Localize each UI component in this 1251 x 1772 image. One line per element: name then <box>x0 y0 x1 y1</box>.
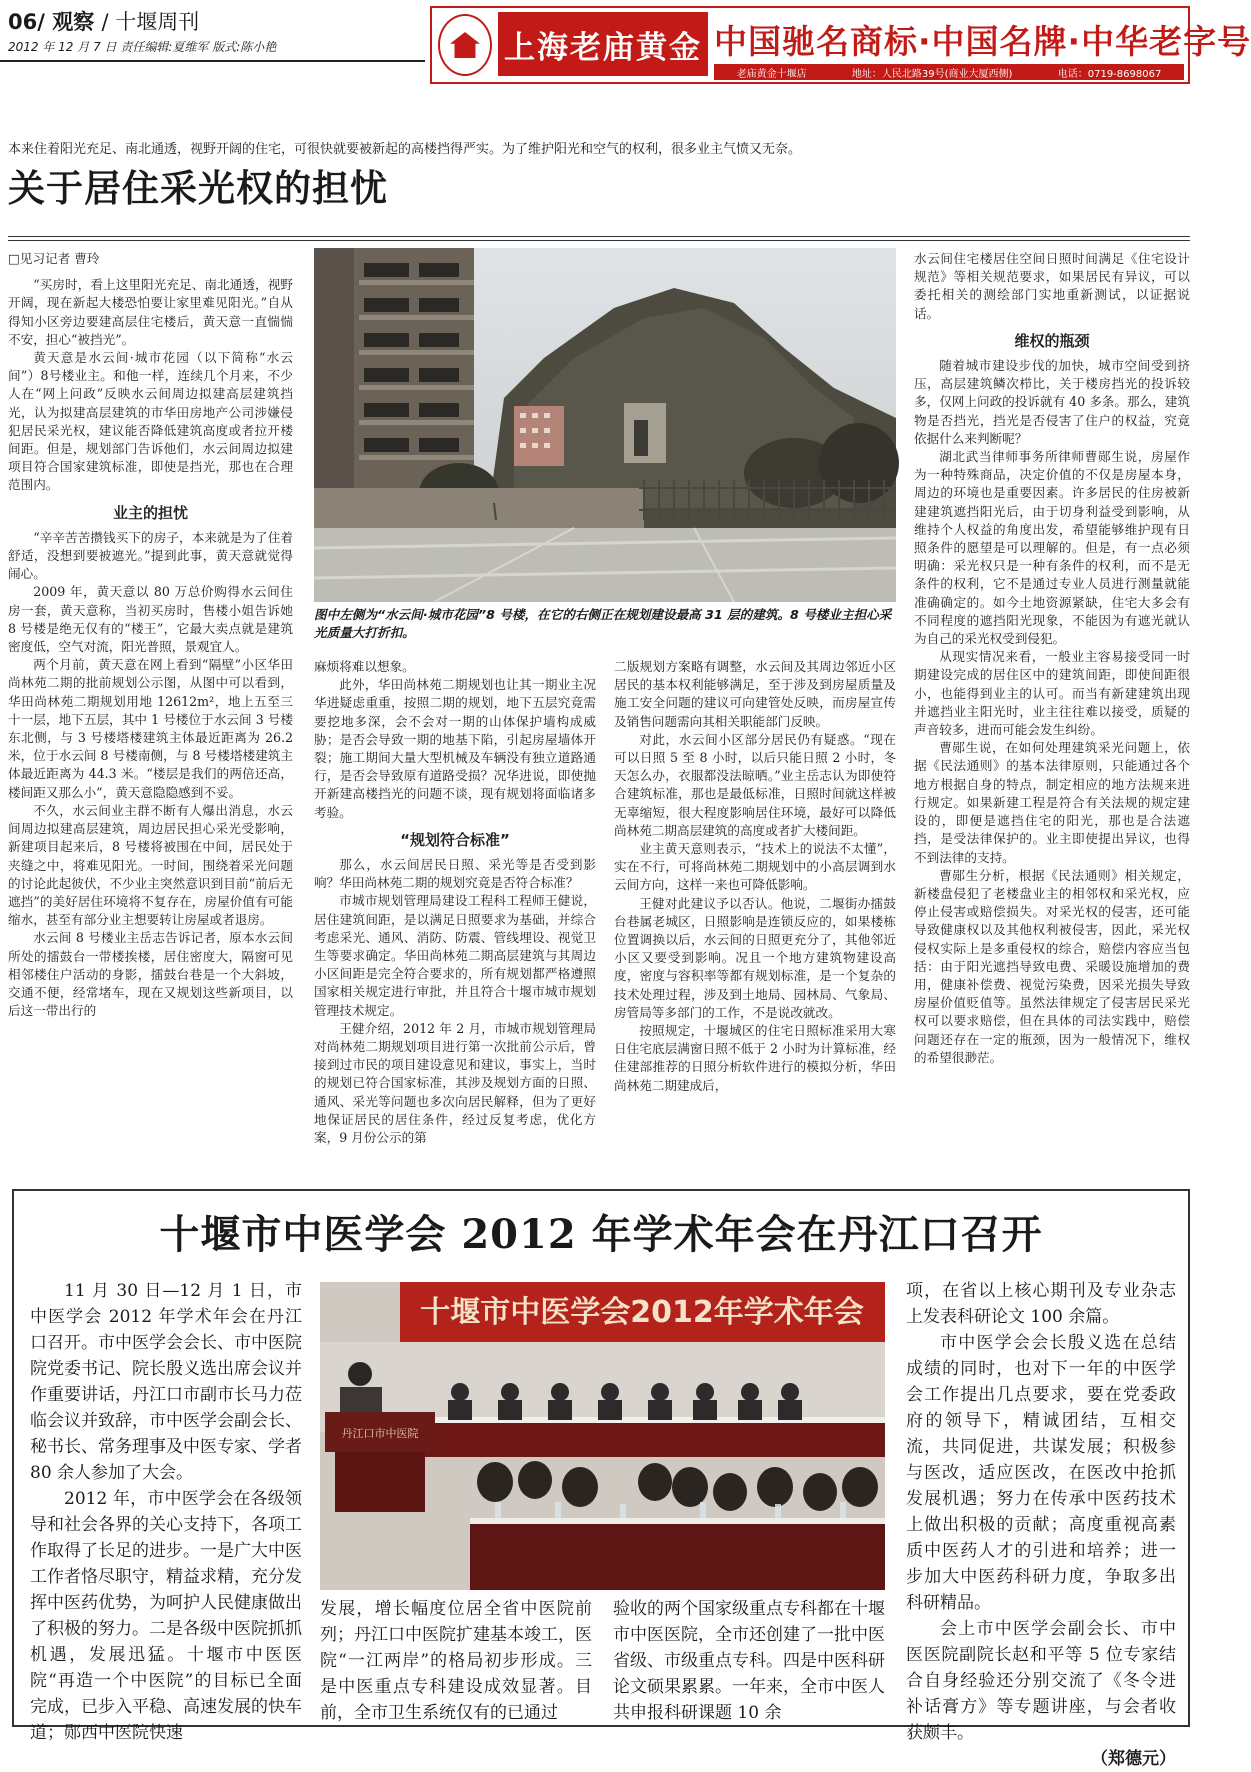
ad-store: 老庙黄金十堰店 <box>736 68 807 80</box>
paragraph: 会上市中医学会副会长、市中医医院副院长赵和平等 5 位专家结合自身经验还分别交流了《冬令进补话膏方》等专题讲座，与会者收获颇丰。 <box>906 1619 1176 1743</box>
article-photo-buildings <box>314 248 896 602</box>
podium-text: 丹江口市中医院 <box>341 1427 419 1440</box>
paragraph: 不久，水云间业主群不断有人爆出消息，水云间周边拟建高层建筑，周边居民担心采光受影响，新建项目起来后，8 号楼将被围在中间，居民处于夹缝之中，将难见阳光。一时间，围绕着采光问题的讨论此起彼伏，不少业主突然意识到目前“前后无遮挡”的美好居住环境将不复存在，房屋价值有可能缩水，甚至有部分业主想要转让房屋或者退房。 <box>8 802 293 928</box>
temple-logo-icon <box>438 14 492 76</box>
article-column-2 <box>320 1596 592 1726</box>
paragraph: 湖北武当律师事务所律师曹郧生说，房屋作为一种特殊商品，决定价值的不仅是房屋本身，周边的环境也是重要因素。许多居民的住房被新建建筑遮挡阳光后，由于切身利益受到影响，从维持个人权益的角度出发，希望能够维护现有日照条件的愿望是可以理解的。但是，有一点必须明确：采光权只是一种有条件的权利，而不是无条件的权利，它不是通过专业人员进行测量就能准确确定的。如今土地资源紧缺，住宅大多会有不同程度的遮挡阳光现象，不能因为有遮光就认为自己的采光权受到侵犯。 <box>914 449 1190 647</box>
ad-brand: 上海老庙黄金 <box>498 12 708 76</box>
ad-slogan: 中国驰名商标·中国名牌·中华老字号 <box>714 22 1251 61</box>
paragraph: 二版规划方案略有调整，水云间及其周边邻近小区居民的基本权利能够满足，至于涉及到房屋质量及施工安全问题的建议可向建管处反映，而房屋宣传及销售问题需向其相关职能部门反映。 <box>614 659 896 729</box>
paragraph: 市中医学会会长殷义选在总结成绩的同时，也对下一年的中医学会工作提出几点要求，要在党委政府的领导下，精诚团结，互相交流，共同促进，共谋发展；积极参与医改，适应医改，在医改中抢抓发展机遇；努力在传承中医药技术上做出积极的贡献；高度重视高素质中医药人才的引进和培养；进一步加大中医药科研力度，争取多出科研精品。 <box>906 1333 1176 1613</box>
article-headline: 关于居住采光权的担忧 <box>8 166 388 210</box>
paragraph: “辛辛苦苦攒钱买下的房子，本来就是为了住着舒适，没想到要被遮光。”提到此事，黄天意就觉得闹心。 <box>8 529 293 582</box>
advertisement-banner <box>430 6 1251 84</box>
header-rule <box>0 60 425 62</box>
page-header <box>8 6 199 36</box>
article-column-4 <box>914 250 1190 1067</box>
paragraph: 黄天意是水云间·城市花园（以下简称“水云间”）8号楼业主。和他一样，连续几个月来，不少人在“网上问政”反映水云间周边拟建高层建筑挡光，认为拟建高层建筑的市华田房地产公司涉嫌侵犯居民采光权，建议能否降低建筑高度或者拉开楼间距。但是，规划部门告诉他们，水云间周边拟建项目符合国家建筑标准，即使是挡光，那也在合理范围内。 <box>8 350 293 493</box>
article-column-3 <box>614 658 896 1095</box>
article-column-1 <box>8 250 293 1020</box>
photo-caption: 图中左侧为“水云间·城市花园”8 号楼，在它的右侧正在规划建设最高 31 层的建筑。8 号楼业主担心采光质量大打折扣。 <box>314 607 892 640</box>
divider <box>8 240 1190 241</box>
paragraph: 从现实情况来看，一般业主容易接受同一时期建设完成的居住区中的建筑间距，即使间距很小，也能得到业主的认可。而当有新建建筑出现并遮挡业主阳光时，业主往往难以接受，质疑的声音较多，进而可能会发生纠纷。 <box>914 649 1190 738</box>
article-photo-meeting <box>320 1282 885 1590</box>
paragraph: “买房时，看上这里阳光充足、南北通透，视野开阔，现在新起大楼恐怕要让家里难见阳光。”自从得知小区旁边要建高层住宅楼后，黄天意一直惴惴不安，担心“被挡光”。 <box>8 277 293 347</box>
divider <box>8 236 1190 237</box>
subheading: 业主的担忧 <box>112 503 188 522</box>
paragraph: 随着城市建设步伐的加快，城市空间受到挤压，高层建筑鳞次栉比，关于楼房挡光的投诉较多，仅网上问政的投诉就有 40 多条。那么，建筑物是否挡光，挡光是否侵害了住户的权益，究竟依据什么来判断呢？ <box>914 358 1190 446</box>
paragraph: 水云间 8 号楼业主岳志告诉记者，原本水云间所处的擂鼓台一带楼挨楼，居住密度大，隔窗可见相邻楼住户活动的身影，擂鼓台巷是一个大斜坡，交通不便，经常堵车，现在又规划这些新项目，以后这一带出行的 <box>8 930 293 1019</box>
page-number: 06/ <box>8 10 45 34</box>
subheading: “规划符合标准” <box>400 830 510 849</box>
paragraph: 王健对此建议予以否认。他说，二堰街办擂鼓台巷属老城区，日照影响是连锁反应的，如果楼栋位置调换以后，水云间的日照更充分了，其他邻近小区又要受到影响。况且一个地方建筑物建设高度，密度与容积率等都有规划标准，是一个复杂的技术处理过程，涉及到土地局、园林局、气象局、房管局等多部门的工作，不是说改就改。 <box>614 895 896 1020</box>
paragraph: 2012 年，市中医学会在各级领导和社会各界的关心支持下，各项工作取得了长足的进步。一是广大中医工作者恪尽职守，精益求精，充分发挥中医药优势，为呵护人民健康做出了积极的努力。二是各级中医院抓抓机遇，发展迅猛。十堰市中医医院“再造一个中医院”的目标已全面完成，已步入平稳、高速发展的快车道；郧西中医院快速 <box>30 1489 302 1743</box>
article-column-3 <box>613 1596 885 1726</box>
ad-phone: 电话：0719-8698067 <box>1057 68 1162 80</box>
paragraph: 项，在省以上核心期刊及专业杂志上发表科研论文 100 余篇。 <box>906 1281 1176 1327</box>
paragraph: 发展，增长幅度位居全省中医院前列；丹江口中医院扩建基本竣工，医院“一江两岸”的格局初步形成。三是中医重点专科建设成效显著。目前，全市卫生系统仅有的已通过 <box>320 1599 592 1723</box>
ad-contact-bar <box>714 64 1184 80</box>
article-column-4 <box>906 1278 1176 1772</box>
paragraph: 业主黄天意则表示，“技术上的说法不太懂”，实在不行，可将尚林苑二期规划中的小高层调到水云间方向，这样一来也可降低影响。 <box>614 841 896 893</box>
banner-text: 十堰市中医学会2012年学术年会 <box>420 1295 864 1330</box>
issue-meta: 2012 年 12 月 7 日 责任编辑:夏维军 版式:陈小艳 <box>8 40 277 54</box>
article-deck: 本来住着阳光充足、南北通透，视野开阔的住宅，可很快就要被新起的高楼挡得严实。为了维护阳光和空气的权利，很多业主气愤又无奈。 <box>8 142 802 157</box>
paragraph: 按照规定，十堰城区的住宅日照标准采用大寒日住宅底层满窗日照不低于 2 小时为计算标准，经住建部推荐的日照分析软件进行的模拟分析，华田尚林苑二期建成后， <box>614 1023 896 1093</box>
publication-name: / 十堰周刊 <box>101 10 200 34</box>
author-credit: （郑德元） <box>1091 1749 1176 1769</box>
ad-address: 地址：人民北路39号(商业大厦西侧) <box>851 68 1013 80</box>
article-column-1 <box>30 1278 302 1746</box>
paragraph: 2009 年，黄天意以 80 万总价购得水云间住房一套，黄天意称，当初买房时，售楼小姐告诉她 8 号楼是绝无仅有的“楼王”，它最大卖点就是建筑密度低，空气对流，阳光普照，景观宜人。 <box>8 584 293 655</box>
paragraph: 水云间住宅楼居住空间日照时间满足《住宅设计规范》等相关规范要求，如果居民有异议，可以委托相关的测绘部门实地重新测试，以证据说话。 <box>914 251 1190 321</box>
paragraph: 对此，水云间小区部分居民仍有疑惑。“现在可以日照 5 至 8 小时，以后只能日照 2 小时，冬天怎么办，衣服都没法晾晒。”业主岳志认为即使符合建筑标准，那也是最低标准，日照时间就这样被无辜缩短，很大程度影响居住环境，最好可以降低尚林苑二期高层建筑的高度或者扩大楼间距。 <box>614 731 896 838</box>
paragraph: 两个月前，黄天意在网上看到“隔壁”小区华田尚林苑二期的批前规划公示图，从图中可以看到，华田尚林苑二期规划用地 12612m²，地上五至三十一层，地下五层，其中 1 号楼位于水云间 3 号楼东北侧，与 3 号楼塔楼建筑主体最近距离为 26.2 米，位于水云间 8 号楼南侧，与 8 号楼塔楼建筑主体最近距离为 44.3 米。“楼层是我们的两倍还高，楼间距又那么小”，黄天意隐隐感到不妥。 <box>8 657 293 800</box>
article-headline: 十堰市中医学会 2012 年学术年会在丹江口召开 <box>159 1211 1043 1258</box>
paragraph: 此外，华田尚林苑二期规划也让其一期业主况华进疑虑重重，按照二期的规划，地下五层究竟需要挖地多深，会不会对一期的山体保护墙构成威胁；是否会导致一期的地基下陷，引起房屋墙体开裂；施工期间大量大型机械及车辆没有独立道路通行，是否会导致原有道路受损？况华进说，即使抛开新建高楼挡光的问题不谈，现有规划将面临诸多考验。 <box>314 677 596 820</box>
section-name: 观察 <box>52 10 95 34</box>
subheading: 维权的瓶颈 <box>1014 331 1090 350</box>
paragraph: 市城市规划管理局建设工程科工程师王健说，居住建筑间距，是以满足日照要求为基础，并综合考虑采光、通风、消防、防震、管线埋设、视觉卫生等要求确定。华田尚林苑二期高层建筑与其周边小区间距是完全符合要求的，所有规划都严格遵照国家相关规定进行审批，并且符合十堰市城市规划管理技术规定。 <box>314 893 596 1018</box>
paragraph: 验收的两个国家级重点专科都在十堰市中医医院，全市还创建了一批中医省级、市级重点专科。四是中医科研论文硕果累累。一年来，全市中医人共申报科研课题 10 余 <box>613 1599 885 1723</box>
paragraph: 11 月 30 日—12 月 1 日，市中医学会 2012 年学术年会在丹江口召开。市中医学会会长、市中医院院党委书记、院长殷义选出席会议并作重要讲话，丹江口市副市长马力莅临会议并致辞，市中医学会副会长、秘书长、常务理事及中医专家、学者 80 余人参加了大会。 <box>30 1281 302 1483</box>
paragraph: 那么，水云间居民日照、采光等是否受到影响？华田尚林苑二期的规划究竟是否符合标准？ <box>314 857 596 891</box>
paragraph: 曹郧生说，在如何处理建筑采光问题上，依据《民法通则》的基本法律原则，只能通过各个地方根据自身的特点，制定相应的地方法规来进行规定。如果新建工程是符合有关法规的规定建设的，即便是遮挡住宅的阳光，那也是合法遮挡，是受法律保护的。业主即使提出异议，也得不到法律的支持。 <box>914 740 1190 865</box>
paragraph: 曹郧生分析，根据《民法通则》相关规定，新楼盘侵犯了老楼盘业主的相邻权和采光权，应停止侵害或赔偿损失。对采光权的侵害，还可能导致健康权以及其他权利被侵害，因此，采光权侵权实际上是多重侵权的综合，赔偿内容应当包括：由于阳光遮挡导致电费、采暖设施增加的费用，健康补偿费、视觉污染费，因采光损失导致房屋价值贬值等。虽然法律规定了侵害居民采光权可以要求赔偿，但在具体的司法实践中，赔偿问题还存在一定的瓶颈，因为一般情况下，维权的希望很渺茫。 <box>914 867 1190 1065</box>
paragraph: 王健介绍，2012 年 2 月，市城市规划管理局对尚林苑二期规划项目进行第一次批前公示后，曾接到过市民的项目建设意见和建议，事实上，当时的规划已符合国家标准，其涉及规划方面的日照、通风、采光等问题也多次向居民解释，但为了更好地保证居民的居住条件，经过反复考虑，优化方案，9 月份公示的第 <box>314 1020 596 1146</box>
article-column-2 <box>314 658 596 1147</box>
byline: □见习记者 曹玲 <box>8 251 100 266</box>
paragraph: 麻烦将难以想象。 <box>314 659 415 674</box>
